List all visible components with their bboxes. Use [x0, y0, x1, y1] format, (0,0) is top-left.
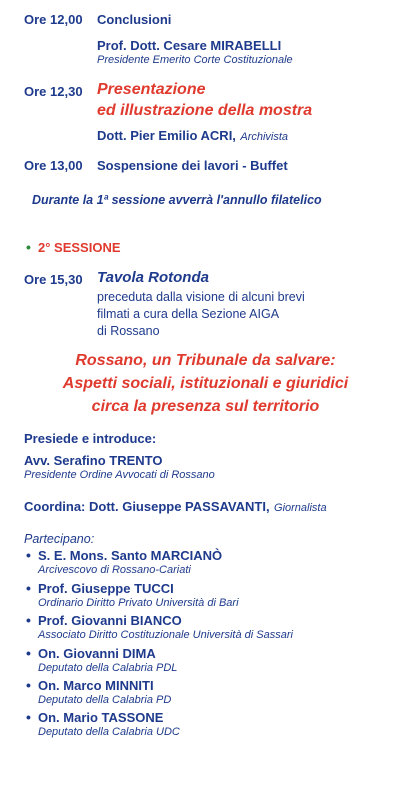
time-1200: Ore 12,00 — [24, 12, 83, 27]
tavola-desc-line: preceduta dalla visione di alcuni brevi — [97, 290, 305, 304]
presiede-label: Presiede e introduce: — [24, 431, 157, 446]
partecipano-label: Partecipano: — [24, 532, 95, 546]
participant-role: Deputato della Calabria UDC — [38, 726, 180, 738]
coordina — [24, 498, 327, 516]
presiede-role: Presidente Ordine Avvocati di Rossano — [24, 469, 215, 481]
speaker-name: Dott. Pier Emilio ACRI, — [97, 128, 236, 143]
speaker-role: Presidente Emerito Corte Costituzionale — [97, 54, 293, 66]
participant-role: Arcivescovo di Rossano-Cariati — [38, 564, 191, 576]
speaker-name: Prof. Dott. Cesare MIRABELLI — [97, 38, 282, 53]
participant-name: Prof. Giuseppe TUCCI — [38, 581, 174, 596]
presiede-name: Avv. Serafino TRENTO — [24, 453, 163, 468]
participant-name: On. Giovanni DIMA — [38, 646, 156, 661]
session-2-heading: 2° SESSIONE — [38, 240, 121, 255]
tavola-desc-line: filmati a cura della Sezione AIGA — [97, 307, 280, 321]
participant-role: Associato Diritto Costituzionale Università di Sassari — [38, 629, 293, 641]
time-1530: Ore 15,30 — [24, 272, 83, 287]
list-bullet: • — [26, 612, 31, 628]
participant-role: Deputato della Calabria PD — [38, 694, 172, 706]
coordina-label: Coordina: Dott. Giuseppe PASSAVANTI, — [24, 499, 270, 514]
time-1300: Ore 13,00 — [24, 158, 83, 173]
conclusioni-title: Conclusioni — [97, 12, 172, 27]
list-bullet: • — [26, 677, 31, 693]
session-bullet: • — [26, 239, 31, 255]
mostra-title-line2: ed illustrazione della mostra — [97, 102, 313, 119]
theme-line: Rossano, un Tribunale da salvare: — [75, 352, 336, 369]
time-1230: Ore 12,30 — [24, 84, 83, 99]
annullo-note: Durante la 1ª sessione avverrà l'annullo filatelico — [32, 193, 322, 207]
tavola-title: Tavola Rotonda — [97, 269, 209, 286]
mostra-speaker — [97, 127, 288, 145]
participant-name: On. Mario TASSONE — [38, 710, 164, 725]
participant-name: Prof. Giovanni BIANCO — [38, 613, 182, 628]
list-bullet: • — [26, 547, 31, 563]
theme-line: circa la presenza sul territorio — [91, 398, 320, 415]
list-bullet: • — [26, 645, 31, 661]
participant-role: Ordinario Diritto Privato Università di Bari — [38, 597, 239, 609]
tavola-desc-line: di Rossano — [97, 324, 160, 338]
participant-role: Deputato della Calabria PDL — [38, 662, 178, 674]
coordina-role: Giornalista — [274, 502, 327, 514]
buffet-title: Sospensione dei lavori - Buffet — [97, 158, 288, 173]
speaker-role: Archivista — [240, 131, 289, 143]
list-bullet: • — [26, 709, 31, 725]
theme-line: Aspetti sociali, istituzionali e giuridici — [62, 375, 349, 392]
participant-name: S. E. Mons. Santo MARCIANÒ — [38, 548, 223, 563]
list-bullet: • — [26, 580, 31, 596]
participant-name: On. Marco MINNITI — [38, 678, 154, 693]
mostra-title-line1: Presentazione — [97, 81, 206, 98]
